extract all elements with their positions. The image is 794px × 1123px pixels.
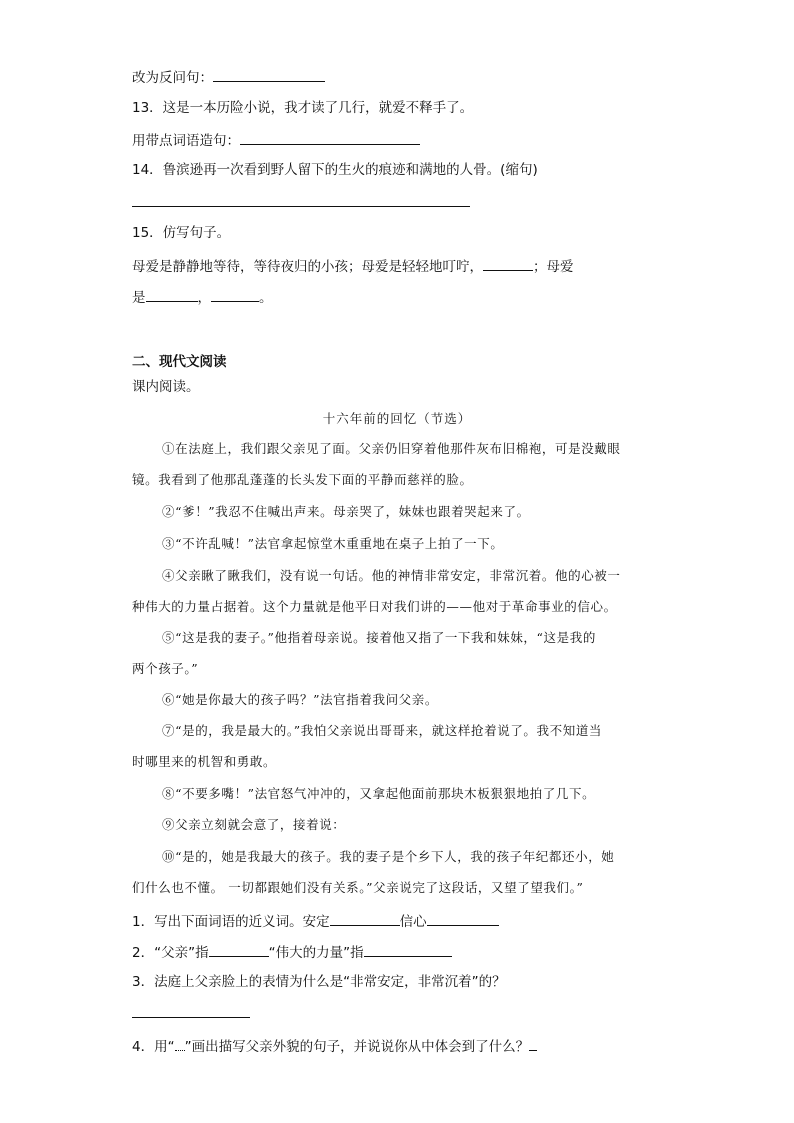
answer-blank[interactable] xyxy=(483,256,533,271)
passage-line: 两个孩子。” xyxy=(132,661,199,676)
question-4 xyxy=(132,1036,537,1056)
q4-label-a: 4．用“ xyxy=(132,1039,175,1055)
section-heading: 二、现代文阅读 xyxy=(132,354,227,370)
passage-line: 时哪里来的机智和勇敢。 xyxy=(132,754,277,769)
passage-line: ④父亲瞅了瞅我们，没有说一句话。他的神情非常安定，非常沉着。他的心被一 xyxy=(162,568,621,583)
q2-label-a: 2．“父亲”指 xyxy=(132,945,209,961)
q2-label-b: “伟大的力量”指 xyxy=(268,945,364,961)
answer-blank[interactable] xyxy=(146,287,198,302)
passage-line: 镜。我看到了他那乱蓬蓬的长头发下面的平静而慈祥的脸。 xyxy=(132,472,473,487)
q15-end: 。 xyxy=(259,290,273,306)
q15-text-c: 是 xyxy=(132,290,146,306)
answer-blank[interactable] xyxy=(330,911,400,926)
answer-blank[interactable] xyxy=(211,287,259,302)
q15-line-1 xyxy=(132,256,574,276)
q3-answer-line[interactable] xyxy=(132,1017,250,1018)
answer-blank[interactable] xyxy=(240,130,420,145)
q12-rewrite-line xyxy=(132,67,325,87)
passage-line: ⑩“是的，她是我最大的孩子。我的妻子是个乡下人，我的孩子年纪都还小，她 xyxy=(162,849,615,864)
passage-line: ⑥“她是你最大的孩子吗？”法官指着我问父亲。 xyxy=(162,692,438,707)
q15-text-b: ；母爱 xyxy=(533,259,574,275)
q1-label-a: 1．写出下面词语的近义词。安定 xyxy=(132,914,330,930)
section-subheading: 课内阅读。 xyxy=(132,379,200,395)
passage-line: ⑧“不要多嘴！”法官怒气冲冲的，又拿起他面前那块木板狠狠地拍了几下。 xyxy=(162,786,596,801)
dotted-underline-sample xyxy=(175,1038,185,1051)
passage-line: ⑦“是的，我是最大的。”我怕父亲说出哥哥来，就这样抢着说了。我不知道当 xyxy=(162,723,603,738)
q13-question: 13．这是一本历险小说，我才读了几行，就爱不释手了。 xyxy=(132,100,474,116)
passage-line: 们什么也不懂。 一切都跟她们没有关系。”父亲说完了这段话，又望了望我们。” xyxy=(132,880,584,895)
passage-line: ①在法庭上，我们跟父亲见了面。父亲仍旧穿着他那件灰布旧棉袍，可是没戴眼 xyxy=(162,441,621,456)
q13-task-label: 用带点词语造句： xyxy=(132,133,240,149)
question-1 xyxy=(132,911,499,931)
q14-answer-line[interactable] xyxy=(132,206,470,207)
passage-line: ③“不许乱喊！”法官拿起惊堂木重重地在桌子上拍了一下。 xyxy=(162,536,504,551)
answer-blank[interactable] xyxy=(209,942,269,957)
passage-line: 种伟大的力量占据着。这个力量就是他平日对我们讲的——他对于革命事业的信心。 xyxy=(132,599,617,614)
answer-blank[interactable] xyxy=(213,67,325,82)
q15-line-2 xyxy=(132,287,273,307)
q15-text-a: 母爱是静静地等待，等待夜归的小孩；母爱是轻轻地叮咛， xyxy=(132,259,483,275)
q12-rewrite-label: 改为反问句： xyxy=(132,70,213,86)
q1-label-b: 信心 xyxy=(399,914,427,930)
q15-sep: ， xyxy=(197,290,211,306)
passage-line: ②“爹！”我忍不住喊出声来。母亲哭了，妹妹也跟着哭起来了。 xyxy=(162,504,530,519)
q4-label-b: ”画出描写父亲外貌的句子，并说说你从中体会到了什么？ xyxy=(184,1039,530,1055)
answer-blank[interactable] xyxy=(427,911,499,926)
passage-title: 十六年前的回忆（节选） xyxy=(322,411,472,426)
question-2 xyxy=(132,942,452,962)
passage-line: ⑨父亲立刻就会意了，接着说： xyxy=(162,817,346,832)
q13-task-line xyxy=(132,130,420,150)
q14-question: 14．鲁滨逊再一次看到野人留下的生火的痕迹和满地的人骨。(缩句) xyxy=(132,162,538,178)
q15-title: 15．仿写句子。 xyxy=(132,225,231,241)
question-3: 3．法庭上父亲脸上的表情为什么是“非常安定，非常沉着”的？ xyxy=(132,974,506,990)
answer-blank[interactable] xyxy=(529,1036,537,1051)
passage-line: ⑤“这是我的妻子。”他指着母亲说。接着他又指了一下我和妹妹，“这是我的 xyxy=(162,630,596,645)
answer-blank[interactable] xyxy=(364,942,452,957)
